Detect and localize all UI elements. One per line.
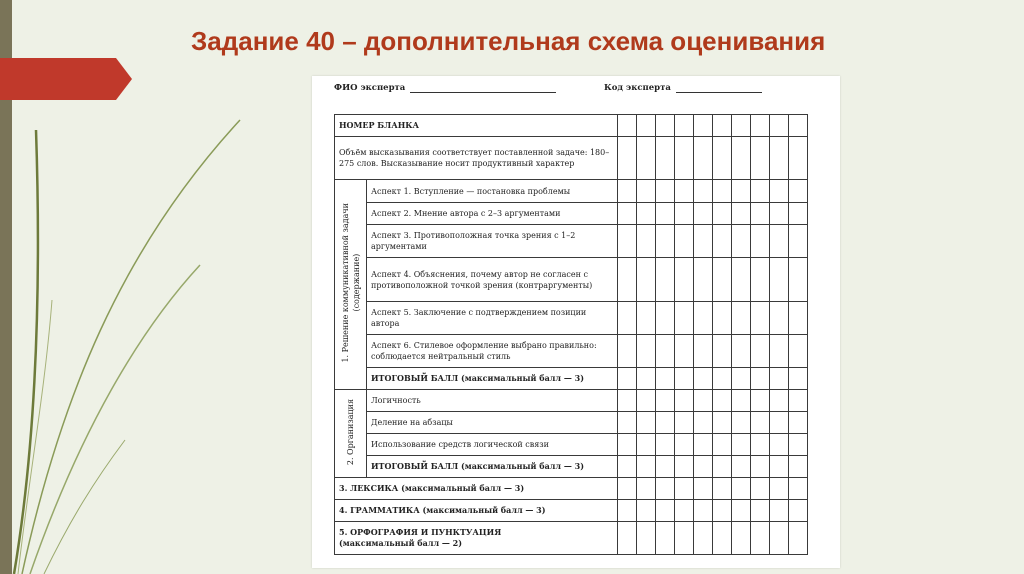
table-row — [335, 115, 808, 137]
table-row — [335, 500, 808, 522]
table-row — [335, 203, 808, 225]
table-row — [335, 180, 808, 203]
aspect-1: Аспект 1. Вступление — постановка проблемы — [367, 180, 618, 203]
aspect-6: Аспект 6. Стилевое оформление выбрано правильно: соблюдается нейтральный стиль — [367, 335, 618, 368]
slide-title: Задание 40 – дополнительная схема оценивания — [191, 26, 826, 56]
linking-criterion: Использование средств логической связи — [367, 434, 618, 456]
table-row — [335, 478, 808, 500]
table-row — [335, 412, 808, 434]
expert-name-line — [410, 84, 556, 93]
grammar-criterion: 4. ГРАММАТИКА (максимальный балл — 3) — [335, 500, 618, 522]
table-row — [335, 225, 808, 258]
expert-name-field — [334, 83, 556, 93]
table-row — [335, 434, 808, 456]
assessment-form-sheet — [312, 76, 840, 568]
table-row — [335, 302, 808, 335]
scoring-table — [334, 114, 808, 555]
expert-code-field — [604, 83, 762, 93]
section-organization-label: 2. Организация — [335, 390, 367, 478]
logic-criterion: Логичность — [367, 390, 618, 412]
blank-number-label: НОМЕР БЛАНКА — [335, 115, 618, 137]
table-row — [335, 390, 808, 412]
title-arrow-tab — [0, 58, 132, 100]
spelling-max: (максимальный балл — 2) — [339, 538, 463, 548]
lexis-criterion: 3. ЛЕКСИКА (максимальный балл — 3) — [335, 478, 618, 500]
spelling-title: 5. ОРФОГРАФИЯ И ПУНКТУАЦИЯ — [339, 527, 502, 537]
section-content-label: 1. Решение коммуникативной задачи (содержание) — [335, 180, 367, 390]
aspect-3: Аспект 3. Противоположная точка зрения с 1–2 аргументами — [367, 225, 618, 258]
table-row — [335, 368, 808, 390]
aspect-5: Аспект 5. Заключение с подтверждением позиции автора — [367, 302, 618, 335]
table-row — [335, 335, 808, 368]
expert-name-label: ФИО эксперта — [334, 83, 406, 93]
table-row — [335, 137, 808, 180]
table-row — [335, 258, 808, 302]
table-row — [335, 522, 808, 555]
aspect-4: Аспект 4. Объяснения, почему автор не согласен с противоположной точкой зрения (контраргументы) — [367, 258, 618, 302]
table-row — [335, 456, 808, 478]
aspect-2: Аспект 2. Мнение автора с 2–3 аргументами — [367, 203, 618, 225]
paragraphs-criterion: Деление на абзацы — [367, 412, 618, 434]
volume-criterion: Объём высказывания соответствует поставленной задаче: 180–275 слов. Высказывание носит продуктивный характер — [335, 137, 618, 180]
total-score-organization: ИТОГОВЫЙ БАЛЛ (максимальный балл — 3) — [367, 456, 618, 478]
expert-code-label: Код эксперта — [604, 83, 671, 93]
spelling-criterion — [335, 522, 618, 555]
total-score-content: ИТОГОВЫЙ БАЛЛ (максимальный балл — 3) — [367, 368, 618, 390]
expert-code-line — [676, 84, 762, 93]
